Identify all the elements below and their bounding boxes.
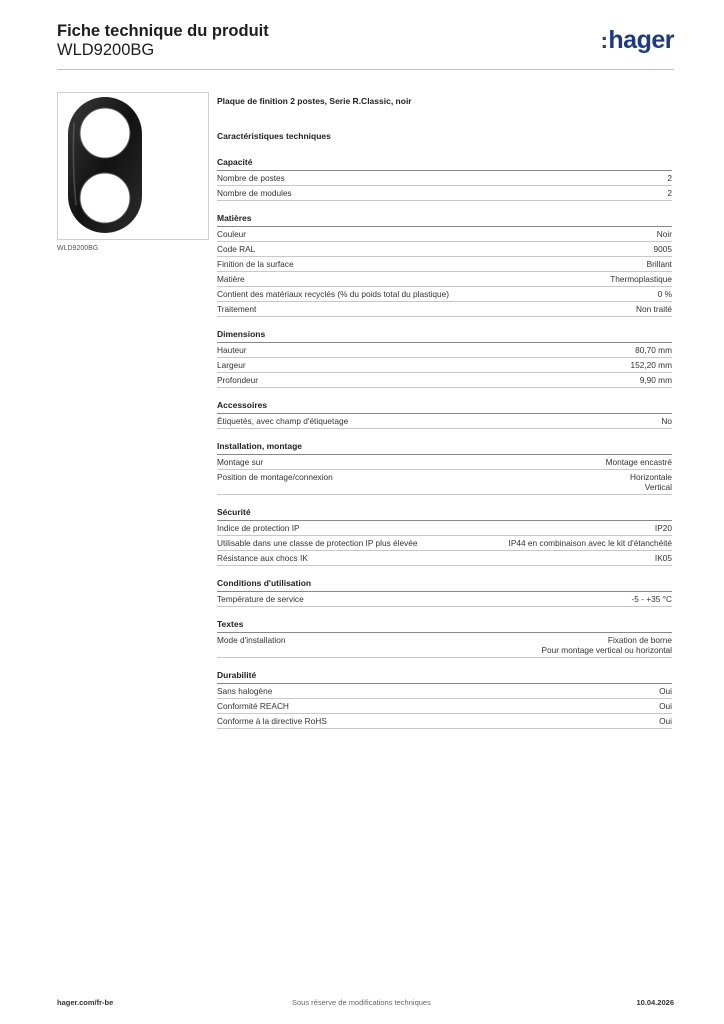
section-title: Matières <box>217 213 672 227</box>
spec-row <box>217 302 672 317</box>
spec-sections <box>217 157 672 729</box>
spec-label: Nombre de postes <box>217 173 285 183</box>
spec-value: Oui <box>659 701 672 711</box>
spec-value: Oui <box>659 716 672 726</box>
product-description: Plaque de finition 2 postes, Serie R.Classic, noir <box>217 96 412 106</box>
spec-label: Utilisable dans une classe de protection IP plus élevée <box>217 538 418 548</box>
spec-row <box>217 287 672 302</box>
spec-value: 9005 <box>653 244 672 254</box>
spec-label: Étiquetés, avec champ d'étiquetage <box>217 416 349 426</box>
double-frame-plate-icon <box>58 93 208 239</box>
spec-section <box>217 329 672 388</box>
spec-label: Conformité REACH <box>217 701 289 711</box>
spec-value: 2 <box>667 173 672 183</box>
spec-value: 80,70 mm <box>635 345 672 355</box>
hager-logo <box>601 26 674 55</box>
spec-value: IK05 <box>654 553 672 563</box>
spec-value: Thermoplastique <box>610 274 672 284</box>
spec-value: No <box>661 416 672 426</box>
spec-row <box>217 521 672 536</box>
spec-label: Résistance aux chocs IK <box>217 553 308 563</box>
section-title: Sécurité <box>217 507 672 521</box>
spec-value: 0 % <box>657 289 672 299</box>
spec-label: Mode d'installation <box>217 635 286 645</box>
spec-label: Code RAL <box>217 244 256 254</box>
spec-section <box>217 507 672 566</box>
spec-row <box>217 373 672 388</box>
spec-section <box>217 670 672 729</box>
spec-row <box>217 633 672 658</box>
section-title: Installation, montage <box>217 441 672 455</box>
section-title: Conditions d'utilisation <box>217 578 672 592</box>
spec-label: Sans halogène <box>217 686 273 696</box>
footer-date: 10.04.2026 <box>636 998 674 1007</box>
spec-value: Noir <box>656 229 672 239</box>
spec-label: Hauteur <box>217 345 247 355</box>
spec-content <box>217 96 672 729</box>
spec-label: Couleur <box>217 229 247 239</box>
spec-value: Oui <box>659 686 672 696</box>
spec-row <box>217 257 672 272</box>
spec-label: Nombre de modules <box>217 188 292 198</box>
spec-section <box>217 400 672 429</box>
section-title: Dimensions <box>217 329 672 343</box>
spec-value: Non traité <box>636 304 672 314</box>
spec-heading: Caractéristiques techniques <box>217 131 331 141</box>
spec-row <box>217 684 672 699</box>
spec-row <box>217 171 672 186</box>
product-reference: WLD9200BG <box>57 41 155 59</box>
footer-website: hager.com/fr-be <box>57 998 114 1007</box>
spec-value: Fixation de borne Pour montage vertical ou horizontal <box>541 635 672 655</box>
footer-notice: Sous réserve de modifications techniques <box>292 998 431 1007</box>
spec-row <box>217 551 672 566</box>
spec-label: Finition de la surface <box>217 259 294 269</box>
section-title: Textes <box>217 619 672 633</box>
spec-label: Conforme à la directive RoHS <box>217 716 327 726</box>
logo-text: hager <box>608 26 674 54</box>
spec-row <box>217 414 672 429</box>
spec-value: Brillant <box>646 259 672 269</box>
spec-value: Horizontale Vertical <box>630 472 672 492</box>
spec-label: Température de service <box>217 594 304 604</box>
spec-row <box>217 536 672 551</box>
product-image <box>57 92 209 240</box>
spec-row <box>217 714 672 729</box>
spec-label: Montage sur <box>217 457 264 467</box>
page-title: Fiche technique du produit <box>57 22 269 40</box>
spec-value: Montage encastré <box>605 457 672 467</box>
section-title: Accessoires <box>217 400 672 414</box>
spec-section <box>217 441 672 495</box>
spec-label: Traitement <box>217 304 257 314</box>
spec-row <box>217 592 672 607</box>
spec-row <box>217 455 672 470</box>
spec-row <box>217 272 672 287</box>
spec-section <box>217 578 672 607</box>
spec-label: Matière <box>217 274 245 284</box>
spec-section <box>217 619 672 658</box>
logo-colon-mark: : <box>600 28 608 53</box>
spec-value: IP44 en combinaison avec le kit d'étanchéité <box>508 538 672 548</box>
spec-row <box>217 242 672 257</box>
spec-value: 9,90 mm <box>639 375 672 385</box>
spec-row <box>217 358 672 373</box>
section-title: Durabilité <box>217 670 672 684</box>
spec-section <box>217 157 672 201</box>
spec-row <box>217 470 672 495</box>
spec-value: -5 - +35 °C <box>631 594 672 604</box>
spec-label: Position de montage/connexion <box>217 472 333 482</box>
spec-label: Largeur <box>217 360 246 370</box>
spec-value: 152,20 mm <box>630 360 672 370</box>
page-header <box>57 22 674 70</box>
spec-label: Indice de protection IP <box>217 523 300 533</box>
spec-value: 2 <box>667 188 672 198</box>
spec-row <box>217 699 672 714</box>
spec-row <box>217 227 672 242</box>
spec-row <box>217 343 672 358</box>
spec-value: IP20 <box>654 523 672 533</box>
spec-section <box>217 213 672 317</box>
section-title: Capacité <box>217 157 672 171</box>
spec-label: Contient des matériaux recyclés (% du poids total du plastique) <box>217 289 449 299</box>
spec-label: Profondeur <box>217 375 259 385</box>
image-caption: WLD9200BG <box>57 245 99 252</box>
spec-row <box>217 186 672 201</box>
